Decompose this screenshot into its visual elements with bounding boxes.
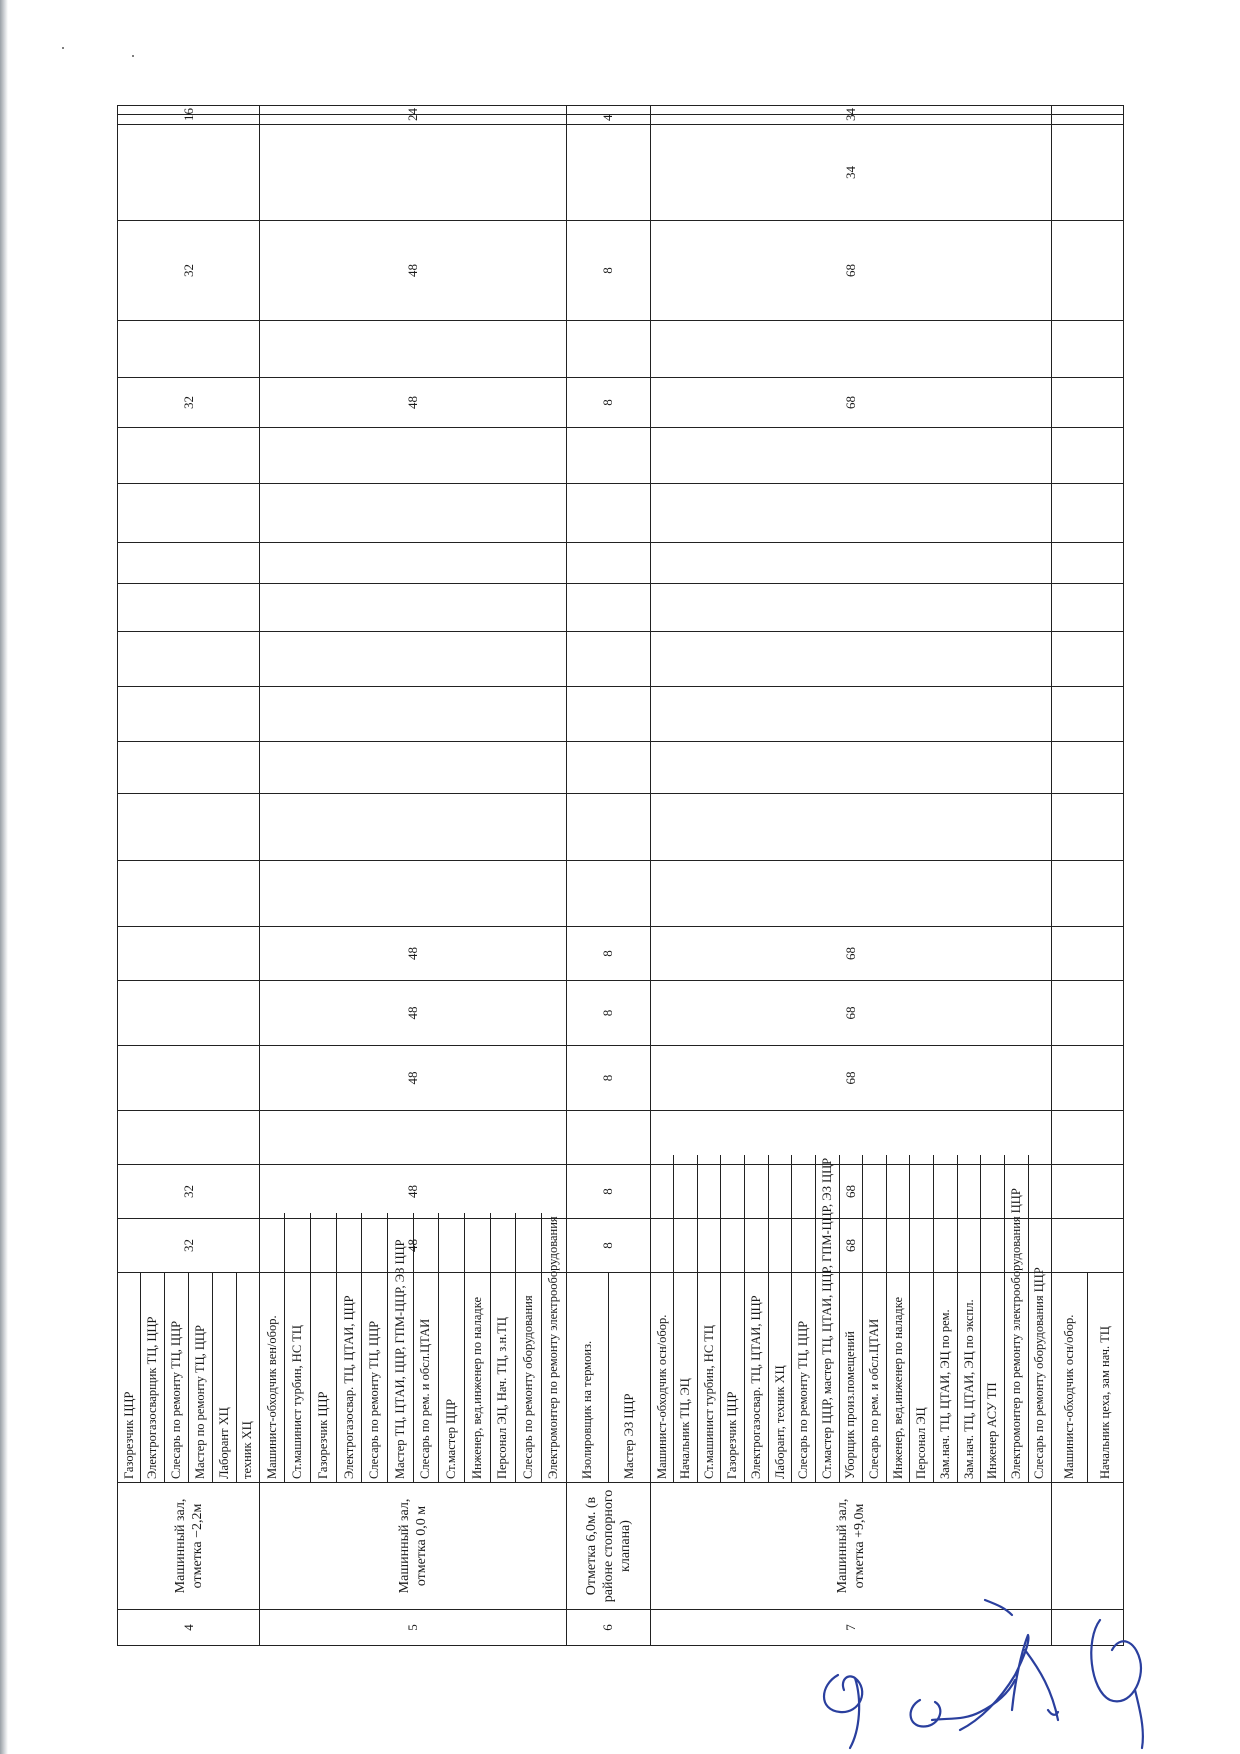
- scan-speck: [62, 47, 64, 49]
- value-cell: [118, 794, 260, 861]
- value-cell: [1052, 687, 1124, 742]
- value-cell: [567, 543, 651, 584]
- value-cell: [118, 861, 260, 927]
- role-item: Машинист-обходчик осн/обор.: [651, 1155, 674, 1482]
- value-cell: [118, 321, 260, 378]
- value-cell: 8: [567, 1165, 651, 1219]
- value-cell: [260, 321, 567, 378]
- value-cell: 48: [260, 378, 567, 428]
- value-cell: [260, 794, 567, 861]
- value-cell: 68: [650, 981, 1051, 1046]
- role-item: Слесарь по рем. и обсл.ЦТАИ: [863, 1155, 887, 1482]
- value-cell: [260, 543, 567, 584]
- value-cell: [118, 125, 260, 221]
- role-item: Уборщик произ.помещений: [839, 1155, 863, 1482]
- role-item: Слесарь по ремонту ТЦ, ЦЦР: [362, 1213, 388, 1482]
- row-number: 7: [650, 1610, 1051, 1646]
- value-cell: [567, 794, 651, 861]
- value-cell: [650, 742, 1051, 794]
- value-cell: [1052, 543, 1124, 584]
- role-item: Мастер ТЦ, ЦТАИ, ЦЦР, ГПМ-ЦЦР, ЭЗ ЦЦР: [387, 1213, 413, 1482]
- value-cell: 16: [118, 115, 260, 125]
- rotated-table-area: [117, 105, 1124, 1646]
- roles-list: [118, 1273, 259, 1482]
- value-cell: [567, 125, 651, 221]
- role-item: Ст.машинист турбин, НС ТЦ: [285, 1213, 311, 1482]
- value-cell: [650, 584, 1051, 632]
- value-cell: 68: [650, 221, 1051, 321]
- value-cell: [567, 742, 651, 794]
- role-item: Слесарь по ремонту оборудования: [516, 1213, 542, 1482]
- rotated-table-wrapper: [117, 105, 1124, 1646]
- value-cell: [118, 742, 260, 794]
- value-cell: [1052, 584, 1124, 632]
- value-cell: 48: [260, 221, 567, 321]
- value-cell: [260, 484, 567, 543]
- value-cell: 8: [567, 981, 651, 1046]
- value-cell: 32: [118, 1165, 260, 1219]
- role-item: Электромонтер по ремонту электрооборудования: [546, 1216, 561, 1479]
- role-item: Ст.мастер ЦЦР: [439, 1213, 465, 1482]
- value-cell: [260, 1111, 567, 1165]
- role-item: Электрогазосвар. ТЦ, ЦТАИ, ЦЦР: [336, 1213, 362, 1482]
- role-item: Зам.нач. ТЦ, ЦТАИ, ЭЦ по рем.: [934, 1155, 958, 1482]
- roles-list: [567, 1273, 650, 1482]
- value-cell: 48: [260, 1219, 567, 1273]
- roles-cell: [1052, 1273, 1124, 1483]
- value-cell: [1052, 428, 1124, 484]
- value-cell: 32: [118, 1219, 260, 1273]
- table-body: [118, 106, 1124, 1646]
- value-cell: [118, 584, 260, 632]
- role-item: Газорезчик ЦЦР: [721, 1155, 745, 1482]
- role-item: Мастер по ремонту ТЦ, ЦЦР: [189, 1273, 213, 1482]
- role-item: Газорезчик ЦЦР: [311, 1213, 337, 1482]
- value-cell: [650, 1111, 1051, 1165]
- value-cell: [1052, 221, 1124, 321]
- value-cell: [260, 125, 567, 221]
- role-item: Персонал ЭЦ: [910, 1155, 934, 1482]
- value-cell: 68: [650, 378, 1051, 428]
- value-cell: [650, 428, 1051, 484]
- value-cell: [118, 484, 260, 543]
- value-cell: [1052, 1046, 1124, 1111]
- value-cell: [1052, 1219, 1124, 1273]
- role-item: Начальник ТЦ, ЭЦ: [674, 1155, 698, 1482]
- value-cell: [1052, 106, 1124, 116]
- role-item: Ст.мастер ЦЦР, мастер ТЦ, ЦТАИ, ЦЦР, ГПМ-ЦЦР, ЭЗ ЦЦР: [815, 1155, 839, 1482]
- value-cell: [1052, 321, 1124, 378]
- value-cell: 68: [650, 1219, 1051, 1273]
- role-item: Машинист-обходчик вен/обор.: [260, 1213, 285, 1482]
- roles-cell: [567, 1273, 651, 1483]
- value-cell: [1052, 632, 1124, 687]
- value-cell: [118, 687, 260, 742]
- value-cell: 34: [650, 125, 1051, 221]
- role-item: Мастер ЭЗ ЦЦР: [621, 1393, 636, 1479]
- value-cell: [118, 428, 260, 484]
- role-item: Газорезчик ЦЦР: [118, 1273, 141, 1482]
- value-cell: [650, 632, 1051, 687]
- value-cell: [118, 1111, 260, 1165]
- value-cell: 4: [567, 115, 651, 125]
- role-item: Инженер, вед.инженер по наладке: [886, 1155, 910, 1482]
- value-cell: [118, 927, 260, 981]
- value-cell: 32: [118, 378, 260, 428]
- scan-edge: [0, 0, 8, 1754]
- table-row: [567, 106, 651, 1646]
- value-cell: 34: [650, 115, 1051, 125]
- value-cell: [260, 428, 567, 484]
- role-item: Лаборант ХЦ: [212, 1273, 236, 1482]
- value-cell: [567, 584, 651, 632]
- value-cell: 48: [260, 1046, 567, 1111]
- value-cell: [567, 1111, 651, 1165]
- value-cell: [118, 543, 260, 584]
- value-cell: 48: [260, 1165, 567, 1219]
- table-row: [650, 106, 1051, 1646]
- value-cell: [650, 861, 1051, 927]
- value-cell: 8: [567, 1046, 651, 1111]
- row-number: 5: [260, 1610, 567, 1646]
- role-item: Слесарь по ремонту оборудования ЦЦР: [1032, 1267, 1047, 1479]
- value-cell: [1052, 861, 1124, 927]
- role-item: Электромонтер по ремонту электрооборудования ЦЦР: [1004, 1155, 1028, 1482]
- value-cell: [650, 484, 1051, 543]
- role-item: Электрогазосварщик ТЦ, ЦЦР: [141, 1273, 165, 1482]
- handwritten-signatures: [800, 1580, 1200, 1750]
- role-item: Электрогазосвар. ТЦ, ЦТАИ, ЦЦР: [745, 1155, 769, 1482]
- role-item: Лаборант, техник ХЦ: [768, 1155, 792, 1482]
- table-row: [260, 106, 567, 1646]
- value-cell: [567, 321, 651, 378]
- value-cell: 8: [567, 221, 651, 321]
- value-cell: [260, 861, 567, 927]
- value-cell: [1052, 1111, 1124, 1165]
- value-cell: [260, 742, 567, 794]
- value-cell: [1052, 927, 1124, 981]
- value-cell: [1052, 1165, 1124, 1219]
- area-name: Отметка 6,0м. (в районе стопорного клапана): [567, 1483, 651, 1610]
- table-row: [1052, 106, 1124, 1646]
- role-item: Ст.машинист турбин, НС ТЦ: [697, 1155, 721, 1482]
- role-item: Начальник цеха, зам нач. ТЦ: [1098, 1326, 1113, 1479]
- value-cell: 68: [650, 927, 1051, 981]
- value-cell: [567, 687, 651, 742]
- area-name: Машинный зал, отметка +9,0м: [650, 1483, 1051, 1610]
- value-cell: [260, 584, 567, 632]
- value-cell: 32: [118, 221, 260, 321]
- value-cell: [260, 687, 567, 742]
- value-cell: [1052, 484, 1124, 543]
- area-name: Машинный зал, отметка −2,2м: [118, 1483, 260, 1610]
- value-cell: 68: [650, 1165, 1051, 1219]
- value-cell: [1052, 794, 1124, 861]
- role-item: Инженер, вед.инженер по наладке: [464, 1213, 490, 1482]
- role-item: Машинист-обходчик осн/обор.: [1052, 1273, 1087, 1482]
- roles-list: [1052, 1273, 1123, 1482]
- value-cell: [118, 632, 260, 687]
- value-cell: 8: [567, 927, 651, 981]
- value-cell: [567, 861, 651, 927]
- value-cell: 48: [260, 927, 567, 981]
- role-item: Слесарь по рем. и обсл.ЦТАИ: [413, 1213, 439, 1482]
- row-number: 6: [567, 1610, 651, 1646]
- value-cell: [1052, 115, 1124, 125]
- value-cell: [1052, 981, 1124, 1046]
- role-item: Слесарь по ремонту ТЦ, ЦЦР: [792, 1155, 816, 1482]
- value-cell: [650, 321, 1051, 378]
- role-item: техник ХЦ: [240, 1421, 255, 1479]
- value-cell: [650, 687, 1051, 742]
- value-cell: [260, 632, 567, 687]
- role-item: Инженер АСУ ТП: [981, 1155, 1005, 1482]
- value-cell: [1052, 378, 1124, 428]
- value-cell: [118, 981, 260, 1046]
- value-cell: [567, 428, 651, 484]
- value-cell: [567, 484, 651, 543]
- row-number: 4: [118, 1610, 260, 1646]
- role-item: Слесарь по ремонту ТЦ, ЦЦР: [165, 1273, 189, 1482]
- area-name: Машинный зал, отметка 0,0 м: [260, 1483, 567, 1610]
- value-cell: 68: [650, 1046, 1051, 1111]
- personnel-table: [117, 105, 1124, 1646]
- value-cell: [650, 543, 1051, 584]
- value-cell: [650, 794, 1051, 861]
- value-cell: 8: [567, 378, 651, 428]
- value-cell: 24: [260, 115, 567, 125]
- value-cell: 48: [260, 981, 567, 1046]
- scan-speck: [132, 55, 134, 57]
- role-item: Персонал ЭЦ, Нач. ТЦ, з.н.ТЦ: [490, 1213, 516, 1482]
- role-item: Изолировщик на термоиз.: [567, 1273, 608, 1482]
- value-cell: [567, 632, 651, 687]
- value-cell: 8: [567, 1219, 651, 1273]
- value-cell: [118, 1046, 260, 1111]
- table-row: [118, 106, 260, 1646]
- role-item: Зам.нач. ТЦ, ЦТАИ, ЭЦ по экспл.: [957, 1155, 981, 1482]
- roles-cell: [118, 1273, 260, 1483]
- value-cell: [1052, 125, 1124, 221]
- value-cell: [1052, 742, 1124, 794]
